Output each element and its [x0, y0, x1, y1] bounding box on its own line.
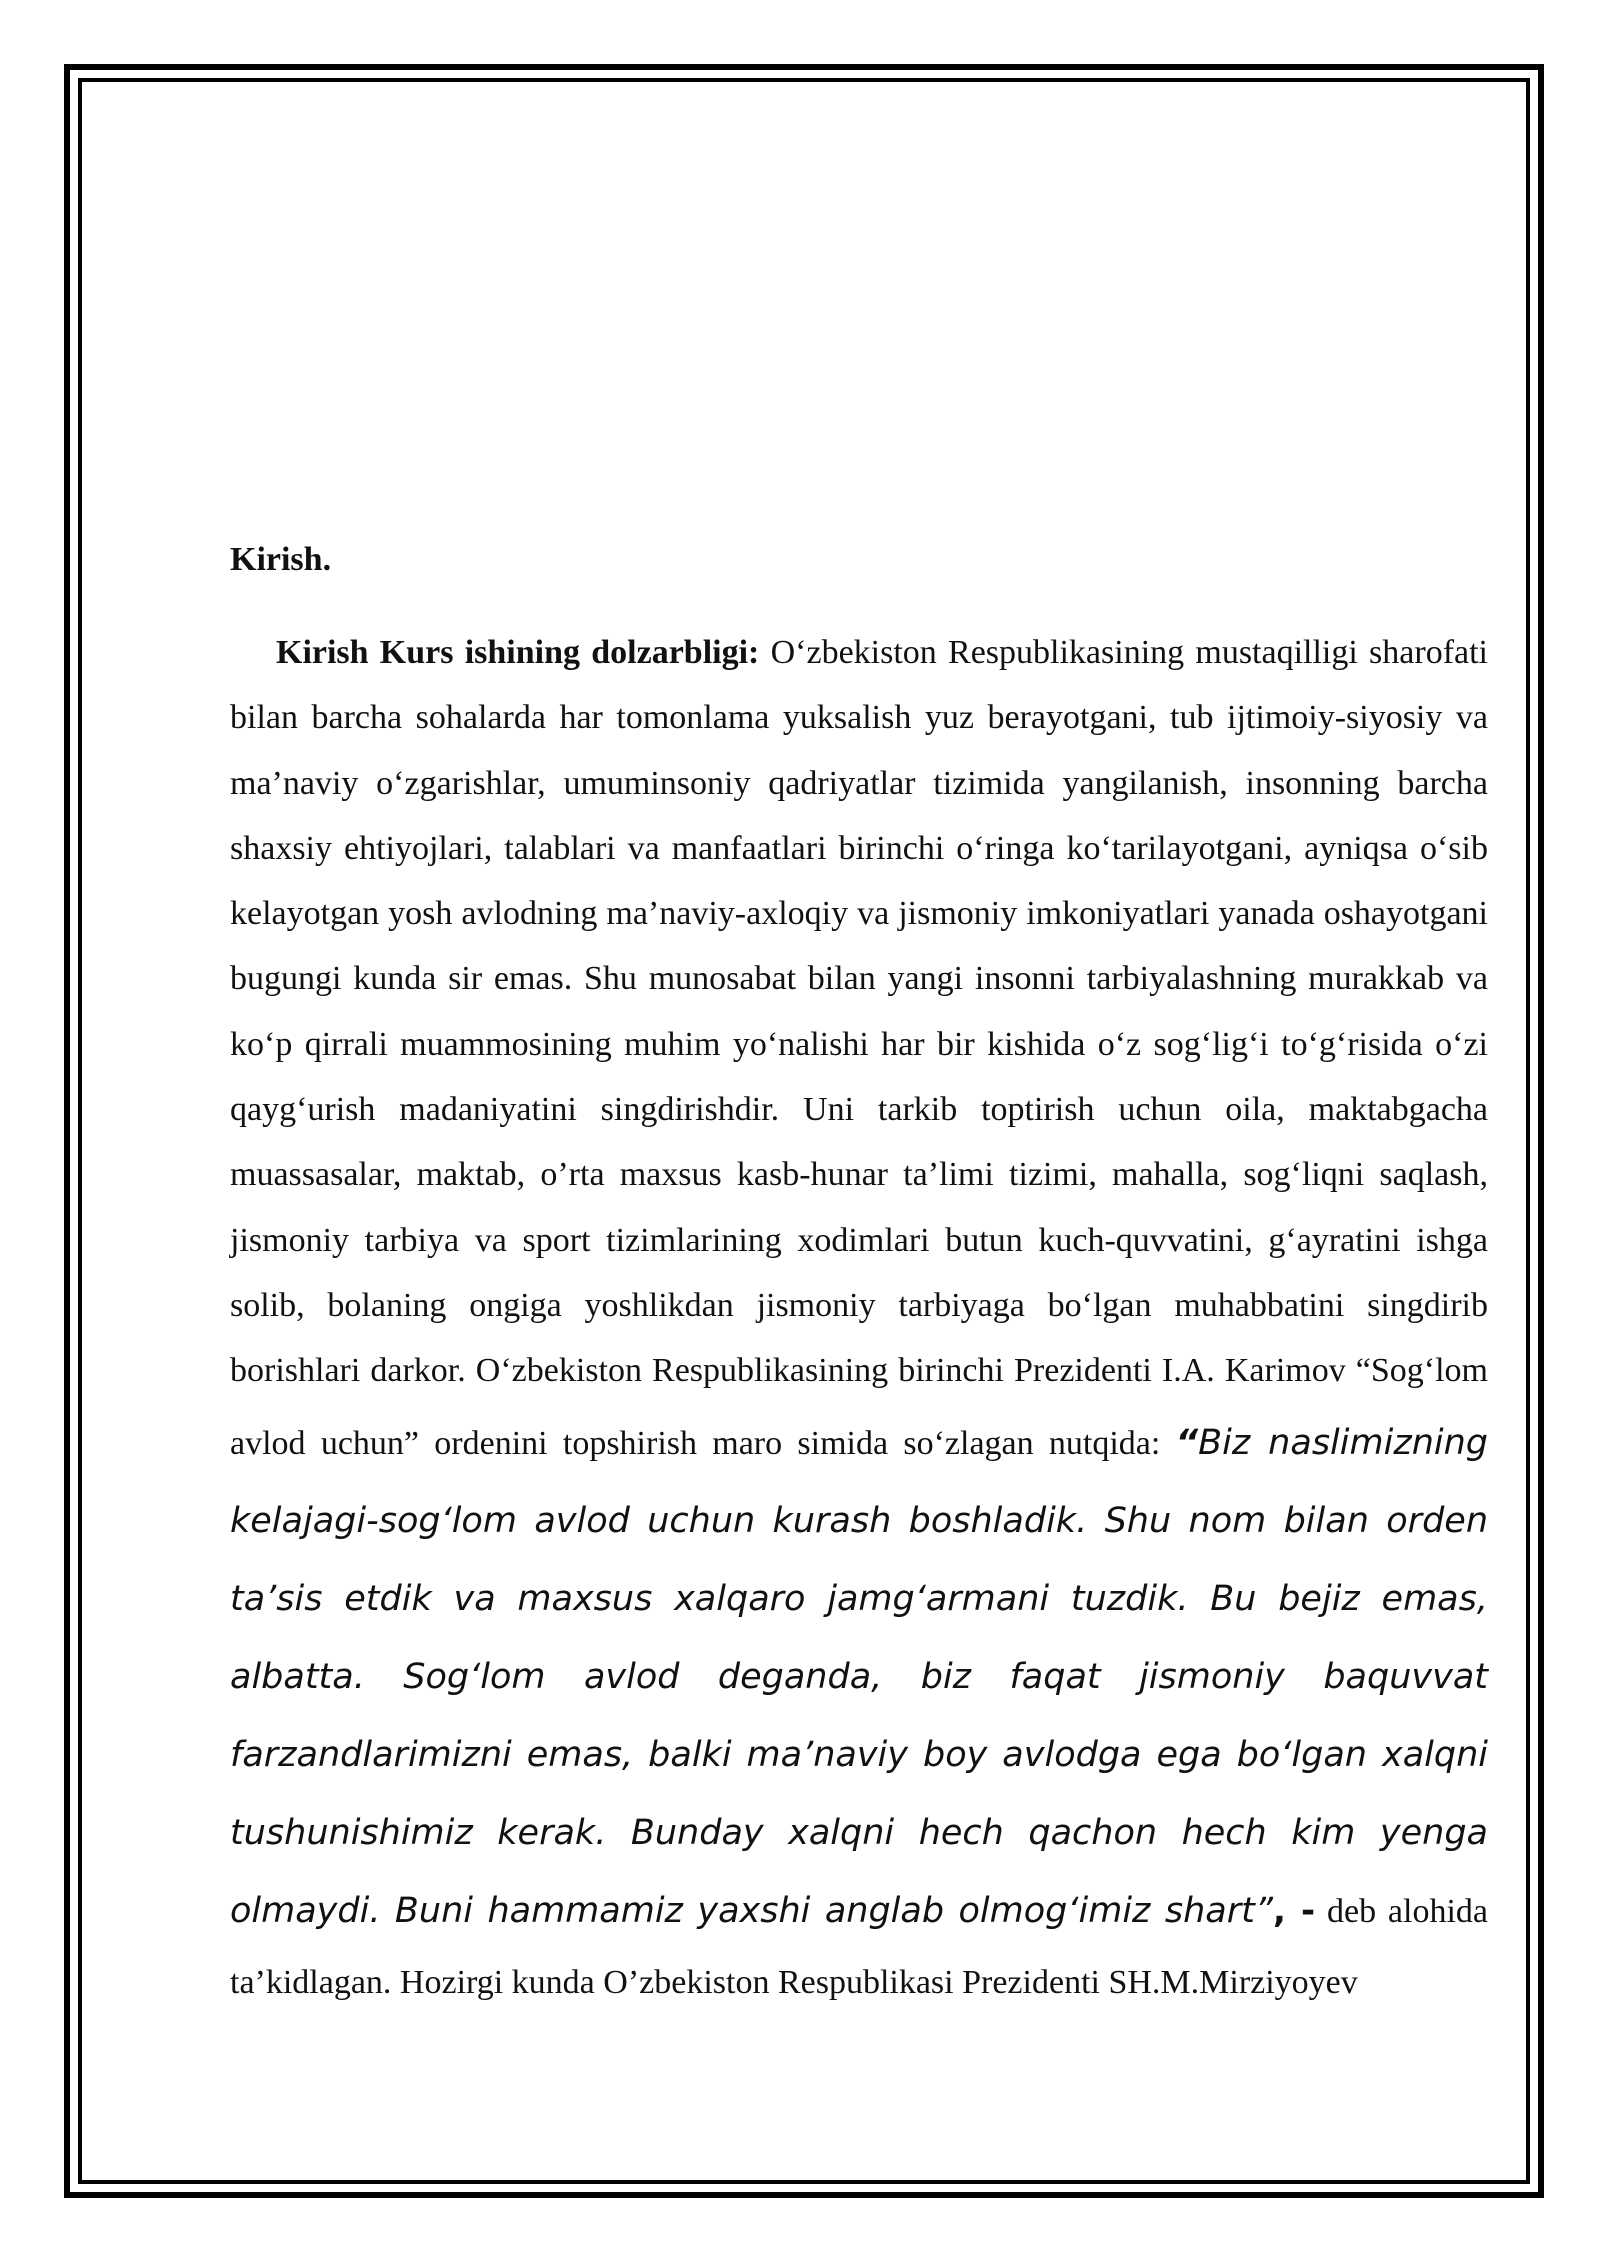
section-heading: Kirish.	[230, 541, 332, 578]
quote-open-mark: “	[1175, 1422, 1199, 1463]
president-quote: Biz naslimizning kelajagi-sog‘lom avlod uchun kurash boshladik. Shu nom bilan orden ta’sis etdik va maxsus xalqaro jamg‘armani tuzdik. Bu bejiz emas, albatta. Sog‘lom avlod deganda, biz faqat jismoniy baquvvat farzandlarimizni emas, balki ma’naviy boy avlodga ega bo‘lgan xalqni tushunishimiz kerak. Bunday xalqni hech qachon hech kim yenga olmaydi. Buni hammamiz yaxshi anglab olmog‘imiz shart”	[230, 1422, 1488, 1931]
lead-phrase: Kirish Kurs ishining dolzarbligi:	[276, 634, 760, 671]
document-body	[230, 530, 1488, 2015]
body-text-after-quote: deb alohida ta’kidlagan. Hozirgi kunda O’zbekiston Respublikasi Prezidenti SH.M.Mirziyoyev	[230, 1892, 1488, 2001]
body-text-before-quote: O‘zbekiston Respublikasining mustaqilligi sharofati bilan barcha sohalarda har tomonlama yuksalish yuz berayotgani, tub ijtimoiy-siyosiy va ma’naviy o‘zgarishlar, umuminsoniy qadriyatlar tizimida yangilanish, insonning barcha shaxsiy ehtiyojlari, talablari va manfaatlari birinchi o‘ringa ko‘tarilayotgani, ayniqsa o‘sib kelayotgan yosh avlodning ma’naviy-axloqiy va jismoniy imkoniyatlari yanada oshayotgani bugungi kunda sir emas. Shu munosabat bilan yangi insonni tarbiyalashning murakkab va ko‘p qirrali muammosining muhim yo‘nalishi har bir kishida o‘z sog‘lig‘i to‘g‘risida o‘zi qayg‘urish madaniyatini singdirishdir. Uni tarkib toptirish uchun oila, maktabgacha muassasalar, maktab, o’rta maxsus kasb-hunar ta’limi tizimi, mahalla, sog‘liqni saqlash, jismoniy tarbiya va sport tizimlarining xodimlari butun kuch-quvvatini, g‘ayratini ishga solib, bolaning ongiga yoshlikdan jismoniy tarbiyaga bo‘lgan muhabbatini singdirib borishlari darkor. O‘zbekiston Respublikasining birinchi Prezidenti I.A. Karimov “Sog‘lom avlod uchun” ordenini topshirish maro simida so‘zlagan nutqida:	[230, 634, 1489, 1462]
quote-dash: , -	[1272, 1890, 1316, 1931]
intro-paragraph	[230, 620, 1488, 2015]
